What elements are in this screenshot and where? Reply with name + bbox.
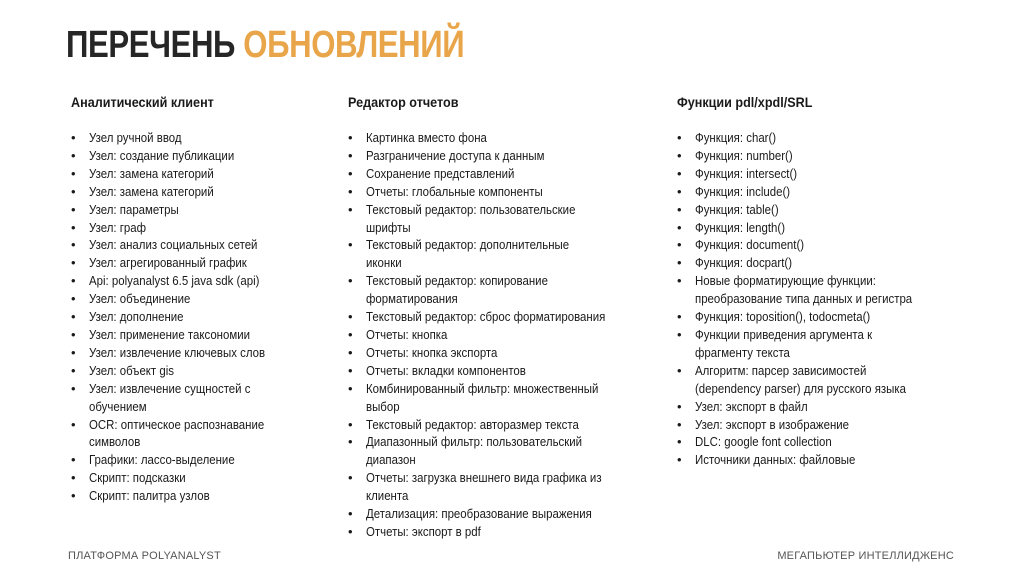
list-item [677, 254, 967, 272]
list-item-text: Узел: извлечение ключевых слов [89, 344, 266, 360]
list-item-text: Узел: объект gis [89, 362, 174, 378]
column-heading: Функции pdl/xpdl/SRL [677, 94, 813, 110]
list-item-text: Функция: number() [695, 147, 793, 163]
list-item [348, 147, 658, 165]
list-item [71, 362, 326, 380]
list-item-text: Api: polyanalyst 6.5 java sdk (api) [89, 273, 260, 289]
list-item-text: Разграничение доступа к данным [366, 147, 545, 163]
list-item [348, 505, 658, 523]
list-item [71, 344, 326, 362]
list-item-text: Узел: создание публикации [89, 147, 235, 163]
list-item-text: Узел: замена категорий [89, 165, 214, 181]
list-item-text: Функция: intersect() [695, 165, 798, 181]
list-item-text: (dependency parser) для русского языка [695, 380, 906, 396]
list-item-text: Отчеты: загрузка внешнего вида графика из [366, 470, 602, 486]
column-functions [677, 93, 967, 469]
list-item [71, 183, 326, 201]
list-item [677, 272, 967, 308]
column-heading: Аналитический клиент [71, 94, 214, 110]
list-item [677, 416, 967, 434]
list-item [348, 523, 658, 541]
list-item [348, 165, 658, 183]
list-item-text: Узел: анализ социальных сетей [89, 237, 258, 253]
list-item-text: Функция: document() [695, 237, 805, 253]
list-item [677, 308, 967, 326]
list-item [348, 469, 658, 505]
list-item-text: Алгоритм: парсер зависимостей [695, 362, 867, 378]
list-item [71, 219, 326, 237]
list-item-text: Функция: include() [695, 183, 791, 199]
list-item [677, 147, 967, 165]
list-item-text: Узел: замена категорий [89, 183, 214, 199]
list-item-text: Узел ручной ввод [89, 130, 182, 145]
column-heading: Редактор отчетов [348, 94, 459, 110]
list-item-text: Скрипт: палитра узлов [89, 488, 210, 504]
update-list [677, 129, 967, 469]
list-item [348, 433, 658, 469]
list-item [71, 272, 326, 290]
list-item-text: символов [89, 434, 141, 450]
list-item [71, 308, 326, 326]
list-item-text: Отчеты: вкладки компонентов [366, 362, 526, 378]
list-item [348, 201, 658, 237]
list-item-text: Узел: применение таксономии [89, 326, 251, 342]
update-list [71, 129, 326, 505]
list-item-text: Функция: length() [695, 219, 786, 235]
list-item-text: Узел: экспорт в изображение [695, 416, 850, 432]
list-item-text: Сохранение представлений [366, 165, 515, 181]
list-item-text: преобразование типа данных и регистра [695, 291, 913, 307]
list-item-text: Картинка вместо фона [366, 130, 487, 145]
list-item-text: Узел: извлечение сущностей с [89, 380, 251, 396]
list-item [348, 308, 658, 326]
list-item-text: обучением [89, 398, 147, 414]
list-item [71, 236, 326, 254]
list-item-text: Отчеты: глобальные компоненты [366, 183, 543, 199]
list-item-text: Текстовый редактор: сброс форматирования [366, 309, 606, 325]
list-item [677, 183, 967, 201]
list-item [71, 469, 326, 487]
list-item [348, 236, 658, 272]
list-item-text: Скрипт: подсказки [89, 470, 186, 486]
list-item-text: Текстовый редактор: дополнительные [366, 237, 570, 253]
list-item [71, 290, 326, 308]
list-item-text: Функция: toposition(), todocmeta() [695, 309, 871, 325]
list-item-text: шрифты [366, 219, 411, 235]
list-item [348, 344, 658, 362]
list-item-text: Отчеты: экспорт в pdf [366, 523, 481, 539]
title-part-dark: ПЕРЕЧЕНЬ [66, 24, 236, 66]
list-item-text: Узел: дополнение [89, 309, 184, 325]
list-item-text: форматирования [366, 291, 458, 307]
list-item-text: Отчеты: кнопка [366, 326, 448, 342]
list-item-text: Текстовый редактор: копирование [366, 273, 548, 289]
list-item-text: Графики: лассо-выделение [89, 452, 235, 468]
list-item [677, 129, 967, 147]
list-item [348, 326, 658, 344]
list-item [348, 416, 658, 434]
list-item-text: Отчеты: кнопка экспорта [366, 344, 498, 360]
list-item [677, 201, 967, 219]
list-item [71, 380, 326, 416]
list-item [71, 451, 326, 469]
list-item-text: Диапазонный фильтр: пользовательский [366, 434, 583, 450]
list-item-text: Узел: параметры [89, 201, 179, 217]
list-item [348, 380, 658, 416]
list-item [677, 236, 967, 254]
list-item [677, 362, 967, 398]
list-item [348, 129, 658, 147]
list-item [71, 129, 326, 147]
list-item-text: Источники данных: файловые [695, 452, 856, 468]
list-item [677, 398, 967, 416]
list-item-text: Функция: table() [695, 201, 779, 217]
list-item [348, 183, 658, 201]
footer-platform: ПЛАТФОРМА POLYANALYST [68, 550, 221, 562]
column-analytic-client [71, 93, 326, 505]
list-item [71, 201, 326, 219]
list-item-text: фрагменту текста [695, 344, 790, 360]
list-item-text: Узел: объединение [89, 291, 191, 307]
update-list [348, 129, 658, 541]
list-item [677, 219, 967, 237]
list-item [71, 165, 326, 183]
list-item [677, 326, 967, 362]
column-report-editor [348, 93, 658, 541]
list-item [348, 272, 658, 308]
list-item-text: Функция: char() [695, 130, 777, 145]
footer-company: МЕГАПЬЮТЕР ИНТЕЛЛИДЖЕНС [777, 550, 954, 562]
list-item-text: иконки [366, 255, 402, 271]
page-title [66, 24, 464, 67]
title-part-accent: ОБНОВЛЕНИЙ [243, 24, 465, 66]
list-item-text: Функции приведения аргумента к [695, 326, 873, 342]
list-item [348, 362, 658, 380]
list-item-text: диапазон [366, 452, 416, 468]
list-item [677, 165, 967, 183]
list-item-text: Детализация: преобразование выражения [366, 506, 592, 522]
list-item-text: OCR: оптическое распознавание [89, 416, 265, 432]
list-item [71, 326, 326, 344]
list-item-text: Новые форматирующие функции: [695, 273, 876, 289]
list-item-text: Узел: граф [89, 219, 147, 235]
list-item-text: Текстовый редактор: авторазмер текста [366, 416, 579, 432]
list-item-text: клиента [366, 488, 409, 504]
list-item-text: Узел: экспорт в файл [695, 398, 808, 414]
list-item-text: Комбинированный фильтр: множественный [366, 380, 599, 396]
list-item-text: Функция: docpart() [695, 255, 793, 271]
list-item [677, 433, 967, 451]
list-item-text: выбор [366, 398, 400, 414]
list-item [71, 416, 326, 452]
list-item-text: DLC: google font collection [695, 434, 832, 450]
list-item [71, 487, 326, 505]
list-item-text: Текстовый редактор: пользовательские [366, 201, 576, 217]
list-item [677, 451, 967, 469]
list-item [71, 254, 326, 272]
list-item [71, 147, 326, 165]
list-item-text: Узел: агрегированный график [89, 255, 247, 271]
